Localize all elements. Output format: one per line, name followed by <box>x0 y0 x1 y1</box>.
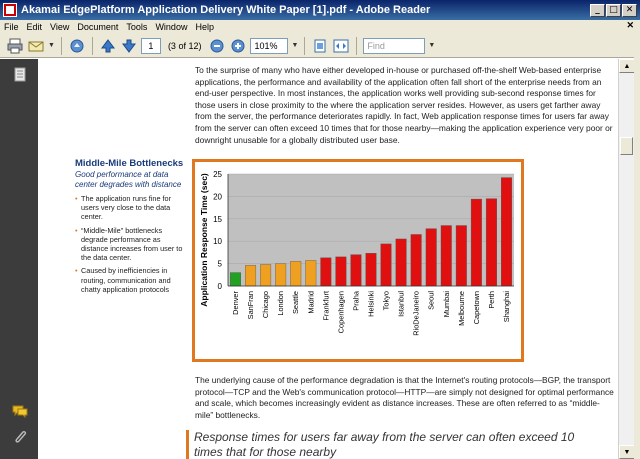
bar <box>441 226 452 286</box>
toolbar-separator <box>304 37 305 55</box>
menu-window[interactable]: Window <box>155 22 188 32</box>
next-page-icon[interactable] <box>120 37 138 55</box>
print-icon[interactable] <box>6 37 24 55</box>
document-page <box>38 59 618 459</box>
y-tick-label: 5 <box>217 259 222 269</box>
bar <box>396 239 407 286</box>
zoom-in-icon[interactable] <box>229 37 247 55</box>
menu-tools[interactable]: Tools <box>126 22 148 32</box>
x-tick-label: Melbourne <box>456 291 466 326</box>
pull-quote-bar <box>186 430 189 459</box>
attachments-icon[interactable] <box>12 429 28 445</box>
bar <box>471 199 482 286</box>
y-tick-label: 15 <box>213 214 222 224</box>
pull-quote: Response times for users far away from the server can often exceed 10 times that for those nearby <box>194 430 575 459</box>
y-tick-label: 10 <box>213 237 222 247</box>
x-tick-label: Frankfurt <box>321 291 331 321</box>
y-tick-label: 0 <box>217 282 222 291</box>
x-tick-label: Helsinki <box>366 291 376 317</box>
fit-page-icon[interactable] <box>311 37 329 55</box>
x-tick-label: Chicago <box>261 291 271 319</box>
scroll-up-icon[interactable]: ▲ <box>619 59 635 73</box>
list-item: • “Middle-Mile” bottlenecks degrade performance as distance increases from user to the data center. <box>75 226 187 263</box>
bar <box>230 273 241 286</box>
close-button[interactable]: ✕ <box>622 4 637 17</box>
navigation-panel <box>0 59 38 459</box>
x-tick-label: Seattle <box>291 291 301 315</box>
bar <box>336 257 347 286</box>
zoom-level-input[interactable]: 101% <box>250 38 288 54</box>
bar <box>366 253 377 286</box>
bar <box>411 234 422 286</box>
menu-edit[interactable]: Edit <box>26 22 43 32</box>
bar <box>501 178 512 286</box>
fit-width-icon[interactable] <box>332 37 350 55</box>
window-title: Akamai EdgePlatform Application Delivery White Paper [1].pdf - Adobe Reader <box>21 4 431 16</box>
pages-icon[interactable] <box>12 67 28 83</box>
bar <box>381 244 392 286</box>
sidebar-title: Middle-Mile Bottlenecks <box>75 158 184 169</box>
x-tick-label: Madrid <box>306 291 316 314</box>
list-item: • The application runs fine for users very close to the data center. <box>75 194 187 222</box>
menu-document[interactable]: Document <box>77 22 119 32</box>
title-bar <box>0 0 640 20</box>
y-tick-label: 25 <box>213 170 222 179</box>
bar <box>321 258 332 286</box>
previous-page-icon[interactable] <box>99 37 117 55</box>
toolbar <box>0 34 640 58</box>
maximize-button[interactable]: □ <box>606 4 621 17</box>
bar <box>351 255 362 286</box>
bar <box>486 199 497 286</box>
y-axis-label: Application Response Time (sec) <box>199 173 209 307</box>
menu-view[interactable]: View <box>50 22 70 32</box>
x-tick-label: Shanghai <box>501 291 511 323</box>
x-tick-label: Capetown <box>471 291 481 325</box>
x-tick-label: London <box>276 291 286 316</box>
document-close-icon[interactable]: ✕ <box>626 20 634 30</box>
x-tick-label: Seoul <box>426 291 436 310</box>
toolbar-separator <box>356 37 357 55</box>
find-dropdown-icon[interactable]: ▼ <box>428 42 436 49</box>
x-tick-label: Mumbai <box>441 291 451 318</box>
bar <box>306 260 317 286</box>
zoom-out-icon[interactable] <box>208 37 226 55</box>
page-number-input[interactable]: 1 <box>141 38 161 54</box>
email-dropdown-icon[interactable]: ▼ <box>48 42 55 49</box>
hand-tool-icon[interactable] <box>68 37 86 55</box>
bar <box>275 264 286 286</box>
menu-help[interactable]: Help <box>195 22 214 32</box>
sidebar-bullet-list <box>75 194 187 298</box>
list-item: • Caused by inefficiencies in routing, communication and chatty application protocols <box>75 266 187 294</box>
body-paragraph: To the surprise of many who have either developed in-house or purchased off-the-shelf Web-based enterprise applications, the performance and availability of the application often fall short of the enterprise needs from an end-user perspective. In most instances, the application works well providing sub-second response times for those users in close proximity to the where the application server resides. However, as users get farther away from the server, the performance deteriorates rapidly. In fact, Web application response times for users far away from the server can often exceed 10 times that for those nearby—making the application experience very poor or downright unusable for a globally distributed user base. <box>195 65 613 145</box>
x-tick-label: SanFran <box>246 291 256 320</box>
page-count: (3 of 12) <box>167 40 202 51</box>
toolbar-separator <box>61 37 62 55</box>
comments-icon[interactable] <box>12 403 28 419</box>
bar <box>260 264 271 286</box>
scroll-down-icon[interactable]: ▼ <box>619 445 635 459</box>
toolbar-separator <box>92 37 93 55</box>
x-tick-label: Denver <box>231 291 241 315</box>
chart-canvas <box>195 162 521 359</box>
x-tick-label: Perth <box>486 291 496 309</box>
response-time-chart <box>192 159 524 362</box>
y-tick-label: 20 <box>213 192 222 202</box>
menu-file[interactable]: File <box>4 22 19 32</box>
window-frame <box>634 34 640 459</box>
x-tick-label: Istanbul <box>396 291 406 317</box>
x-tick-label: Tokyo <box>381 291 391 311</box>
email-icon[interactable] <box>27 37 45 55</box>
x-tick-label: Praha <box>351 291 361 311</box>
bar <box>290 261 301 286</box>
adobe-reader-icon <box>3 3 17 17</box>
bar <box>245 265 256 286</box>
x-tick-label: RioDeJaneiro <box>411 291 421 336</box>
menu-bar <box>0 20 640 34</box>
x-tick-label: Copenhagen <box>336 291 346 334</box>
vertical-scrollbar[interactable] <box>618 59 634 459</box>
zoom-dropdown-icon[interactable]: ▼ <box>291 42 299 49</box>
sidebar-subtitle: Good performance at data center degrades with distance <box>75 170 182 189</box>
bar <box>426 229 437 286</box>
scrollbar-thumb[interactable] <box>620 137 633 155</box>
bar <box>456 226 467 286</box>
find-input[interactable]: Find <box>363 38 425 54</box>
body-paragraph: The underlying cause of the performance degradation is that the Internet's routing protocols—BGP, the transport protocol—TCP and the Web's communication protocol—HTTP—are simply not designed for optimal performance and scale, which becomes increasingly evident as distance increases. These are often referred to as “middle-mile” bottlenecks. <box>195 375 614 420</box>
minimize-button[interactable]: _ <box>590 4 605 17</box>
